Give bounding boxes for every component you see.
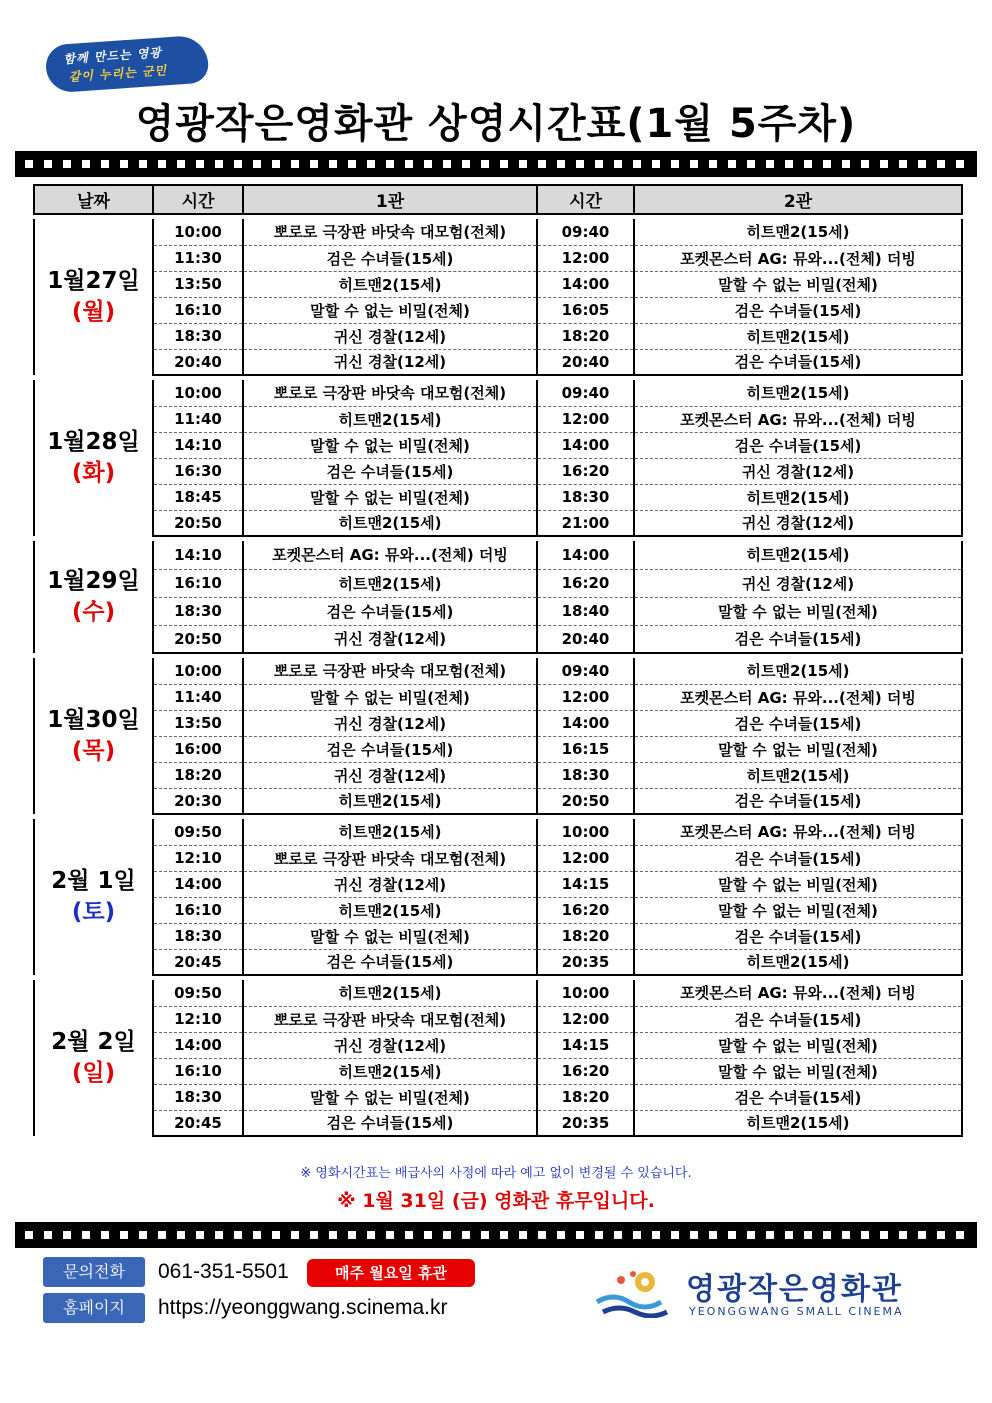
hall2-showtime: 14:00: [537, 271, 634, 297]
hall2-showtime: 18:20: [537, 323, 634, 349]
header-time-hall1: 시간: [153, 185, 243, 214]
hall2-movie: 말할 수 없는 비밀(전체): [634, 1032, 962, 1058]
day-date: 2월 2일: [51, 1029, 136, 1055]
showtime-row: [34, 297, 962, 323]
day-date: 1월30일: [47, 707, 140, 733]
hall2-showtime: 21:00: [537, 510, 634, 536]
hall2-showtime: 16:20: [537, 458, 634, 484]
hall1-showtime: 11:40: [153, 684, 243, 710]
hall2-showtime: 18:30: [537, 762, 634, 788]
hall2-movie: 히트맨2(15세): [634, 1110, 962, 1136]
schedule-header: [33, 184, 963, 215]
hall2-showtime: 10:00: [537, 819, 634, 845]
hall1-showtime: 16:10: [153, 897, 243, 923]
showtime-row: [34, 349, 962, 375]
day-date-cell: [34, 819, 153, 975]
hall2-showtime: 14:00: [537, 432, 634, 458]
hall1-showtime: 09:50: [153, 980, 243, 1006]
hall1-showtime: 11:40: [153, 406, 243, 432]
day-date: 1월27일: [47, 268, 140, 294]
hall1-movie: 귀신 경찰(12세): [243, 1032, 537, 1058]
day-blocks: [33, 219, 961, 1137]
hall2-movie: 말할 수 없는 비밀(전체): [634, 1058, 962, 1084]
hall2-movie: 히트맨2(15세): [634, 658, 962, 684]
hall1-movie: 뽀로로 극장판 바닷속 대모험(전체): [243, 219, 537, 245]
hall2-showtime: 12:00: [537, 406, 634, 432]
hall1-movie: 검은 수녀들(15세): [243, 949, 537, 975]
day-block: [33, 541, 963, 654]
hall2-showtime: 12:00: [537, 684, 634, 710]
homepage-link[interactable]: https://yeonggwang.scinema.kr: [158, 1296, 448, 1319]
hall2-movie: 검은 수녀들(15세): [634, 625, 962, 653]
showtime-row: [34, 510, 962, 536]
hall2-movie: 검은 수녀들(15세): [634, 1006, 962, 1032]
hall1-showtime: 18:30: [153, 923, 243, 949]
hall1-showtime: 10:00: [153, 380, 243, 406]
hall2-showtime: 14:15: [537, 871, 634, 897]
hall2-movie: 히트맨2(15세): [634, 219, 962, 245]
hall2-movie: 말할 수 없는 비밀(전체): [634, 736, 962, 762]
day-of-week: (화): [71, 460, 116, 486]
showtime-row: [34, 845, 962, 871]
hall1-showtime: 13:50: [153, 710, 243, 736]
homepage-label: 홈페이지: [43, 1293, 145, 1323]
day-date-cell: [34, 219, 153, 375]
hall2-showtime: 14:00: [537, 541, 634, 569]
showtime-row: [34, 949, 962, 975]
hall1-showtime: 14:10: [153, 432, 243, 458]
hall1-showtime: 20:45: [153, 949, 243, 975]
showtime-row: [34, 380, 962, 406]
showtime-row: [34, 684, 962, 710]
hall1-showtime: 18:30: [153, 597, 243, 625]
day-of-week: (토): [71, 899, 116, 925]
hall1-movie: 말할 수 없는 비밀(전체): [243, 432, 537, 458]
hall1-movie: 검은 수녀들(15세): [243, 245, 537, 271]
hall1-movie: 검은 수녀들(15세): [243, 597, 537, 625]
hall1-showtime: 18:45: [153, 484, 243, 510]
closed-day-badge: 매주 월요일 휴관: [307, 1259, 475, 1287]
hall2-showtime: 09:40: [537, 658, 634, 684]
phone-number[interactable]: 061-351-5501: [158, 1260, 289, 1283]
day-date: 1월29일: [47, 568, 140, 594]
showtime-row: [34, 710, 962, 736]
hall2-showtime: 12:00: [537, 1006, 634, 1032]
hall1-showtime: 10:00: [153, 658, 243, 684]
schedule-change-notice: ※ 영화시간표는 배급사의 사정에 따라 예고 없이 변경될 수 있습니다.: [300, 1166, 692, 1181]
hall2-movie: 말할 수 없는 비밀(전체): [634, 271, 962, 297]
hall1-movie: 귀신 경찰(12세): [243, 625, 537, 653]
showtime-row: [34, 819, 962, 845]
hall1-movie: 말할 수 없는 비밀(전체): [243, 484, 537, 510]
hall2-movie: 히트맨2(15세): [634, 323, 962, 349]
day-of-week: (수): [71, 599, 116, 625]
hall2-movie: 히트맨2(15세): [634, 762, 962, 788]
hall2-showtime: 16:05: [537, 297, 634, 323]
hall2-showtime: 20:40: [537, 349, 634, 375]
hall2-movie: 포켓몬스터 AG: 뮤와...(전체) 더빙: [634, 819, 962, 845]
showtime-row: [34, 245, 962, 271]
hall1-movie: 귀신 경찰(12세): [243, 349, 537, 375]
hall1-movie: 히트맨2(15세): [243, 897, 537, 923]
hall1-movie: 히트맨2(15세): [243, 980, 537, 1006]
day-of-week: (목): [71, 738, 116, 764]
hall2-showtime: 20:35: [537, 949, 634, 975]
header-date: 날짜: [34, 185, 153, 214]
hall2-movie: 히트맨2(15세): [634, 484, 962, 510]
hall2-showtime: 12:00: [537, 845, 634, 871]
hall1-showtime: 18:30: [153, 1084, 243, 1110]
hall2-movie: 말할 수 없는 비밀(전체): [634, 597, 962, 625]
day-of-week: (일): [71, 1060, 116, 1086]
hall1-movie: 검은 수녀들(15세): [243, 458, 537, 484]
showtime-row: [34, 406, 962, 432]
day-date: 1월28일: [47, 429, 140, 455]
hall2-movie: 말할 수 없는 비밀(전체): [634, 897, 962, 923]
day-of-week: (월): [71, 299, 116, 325]
header-hall2: 2관: [634, 185, 962, 214]
hall1-showtime: 16:10: [153, 569, 243, 597]
cinema-name-english: YEONGGWANG SMALL CINEMA: [689, 1305, 904, 1318]
header-time-hall2: 시간: [537, 185, 634, 214]
hall1-showtime: 16:30: [153, 458, 243, 484]
hall1-showtime: 16:00: [153, 736, 243, 762]
hall1-movie: 말할 수 없는 비밀(전체): [243, 923, 537, 949]
hall1-movie: 귀신 경찰(12세): [243, 871, 537, 897]
hall1-showtime: 20:40: [153, 349, 243, 375]
hall1-movie: 히트맨2(15세): [243, 819, 537, 845]
hall2-movie: 말할 수 없는 비밀(전체): [634, 871, 962, 897]
hall1-movie: 귀신 경찰(12세): [243, 710, 537, 736]
showtime-row: [34, 569, 962, 597]
showtime-row: [34, 597, 962, 625]
hall1-showtime: 14:00: [153, 1032, 243, 1058]
hall1-showtime: 10:00: [153, 219, 243, 245]
hall1-showtime: 16:10: [153, 297, 243, 323]
showtime-row: [34, 897, 962, 923]
day-date-cell: [34, 658, 153, 814]
hall2-movie: 귀신 경찰(12세): [634, 458, 962, 484]
day-block: [33, 380, 963, 537]
hall1-movie: 귀신 경찰(12세): [243, 762, 537, 788]
hall2-movie: 포켓몬스터 AG: 뮤와...(전체) 더빙: [634, 980, 962, 1006]
hall1-movie: 귀신 경찰(12세): [243, 323, 537, 349]
showtime-row: [34, 1032, 962, 1058]
day-date-cell: [34, 541, 153, 653]
hall1-showtime: 12:10: [153, 1006, 243, 1032]
hall2-showtime: 16:15: [537, 736, 634, 762]
hall2-movie: 히트맨2(15세): [634, 949, 962, 975]
hall1-showtime: 14:00: [153, 871, 243, 897]
hall1-showtime: 12:10: [153, 845, 243, 871]
cinema-name-korean: 영광작은영화관: [686, 1272, 903, 1307]
hall2-showtime: 20:35: [537, 1110, 634, 1136]
day-block: [33, 819, 963, 976]
film-strip-bottom: [15, 1222, 977, 1248]
hall2-showtime: 09:40: [537, 219, 634, 245]
day-block: [33, 219, 963, 376]
hall2-movie: 히트맨2(15세): [634, 541, 962, 569]
hall2-movie: 포켓몬스터 AG: 뮤와...(전체) 더빙: [634, 406, 962, 432]
showtime-row: [34, 484, 962, 510]
hall2-showtime: 20:50: [537, 788, 634, 814]
schedule-table: [33, 184, 961, 1137]
hall2-movie: 히트맨2(15세): [634, 380, 962, 406]
hall1-showtime: 18:20: [153, 762, 243, 788]
hall2-movie: 검은 수녀들(15세): [634, 845, 962, 871]
hall2-showtime: 12:00: [537, 245, 634, 271]
slogan-logo: [45, 34, 210, 93]
hall1-movie: 히트맨2(15세): [243, 569, 537, 597]
hall2-movie: 귀신 경찰(12세): [634, 569, 962, 597]
hall2-movie: 검은 수녀들(15세): [634, 710, 962, 736]
showtime-row: [34, 762, 962, 788]
hall1-movie: 뽀로로 극장판 바닷속 대모험(전체): [243, 845, 537, 871]
showtime-row: [34, 788, 962, 814]
hall1-movie: 말할 수 없는 비밀(전체): [243, 297, 537, 323]
hall2-movie: 검은 수녀들(15세): [634, 432, 962, 458]
hall1-movie: 뽀로로 극장판 바닷속 대모험(전체): [243, 1006, 537, 1032]
closure-notice: ※ 1월 31일 (금) 영화관 휴무입니다.: [337, 1190, 655, 1212]
showtime-row: [34, 625, 962, 653]
hall2-showtime: 16:20: [537, 897, 634, 923]
day-block: [33, 658, 963, 815]
hall1-showtime: 18:30: [153, 323, 243, 349]
hall2-showtime: 16:20: [537, 1058, 634, 1084]
hall1-showtime: 20:50: [153, 625, 243, 653]
header-hall1: 1관: [243, 185, 537, 214]
hall1-showtime: 20:50: [153, 510, 243, 536]
hall1-movie: 히트맨2(15세): [243, 788, 537, 814]
hall1-movie: 뽀로로 극장판 바닷속 대모험(전체): [243, 658, 537, 684]
hall1-movie: 히트맨2(15세): [243, 1058, 537, 1084]
hall2-showtime: 18:20: [537, 923, 634, 949]
hall1-movie: 히트맨2(15세): [243, 271, 537, 297]
showtime-row: [34, 541, 962, 569]
showtime-row: [34, 271, 962, 297]
page-title: 영광작은영화관 상영시간표(1월 5주차): [135, 101, 857, 147]
hall1-movie: 포켓몬스터 AG: 뮤와...(전체) 더빙: [243, 541, 537, 569]
hall2-showtime: 20:40: [537, 625, 634, 653]
slogan-line1: 함께 만드는 영광: [63, 45, 163, 67]
day-date-cell: [34, 380, 153, 536]
hall1-showtime: 20:45: [153, 1110, 243, 1136]
hall1-movie: 말할 수 없는 비밀(전체): [243, 1084, 537, 1110]
hall2-showtime: 18:30: [537, 484, 634, 510]
showtime-row: [34, 980, 962, 1006]
showtime-row: [34, 871, 962, 897]
showtime-row: [34, 658, 962, 684]
showtime-row: [34, 323, 962, 349]
showtime-row: [34, 458, 962, 484]
phone-label: 문의전화: [43, 1257, 145, 1287]
hall1-showtime: 20:30: [153, 788, 243, 814]
hall1-showtime: 09:50: [153, 819, 243, 845]
hall1-movie: 말할 수 없는 비밀(전체): [243, 684, 537, 710]
hall2-showtime: 16:20: [537, 569, 634, 597]
showtime-row: [34, 1058, 962, 1084]
hall2-movie: 검은 수녀들(15세): [634, 297, 962, 323]
hall2-showtime: 18:20: [537, 1084, 634, 1110]
showtime-row: [34, 219, 962, 245]
hall2-movie: 검은 수녀들(15세): [634, 923, 962, 949]
hall1-movie: 검은 수녀들(15세): [243, 1110, 537, 1136]
showtime-row: [34, 432, 962, 458]
hall2-movie: 검은 수녀들(15세): [634, 1084, 962, 1110]
day-date: 2월 1일: [51, 868, 136, 894]
day-block: [33, 980, 963, 1137]
hall2-movie: 포켓몬스터 AG: 뮤와...(전체) 더빙: [634, 245, 962, 271]
hall1-showtime: 11:30: [153, 245, 243, 271]
hall2-movie: 귀신 경찰(12세): [634, 510, 962, 536]
hall1-movie: 뽀로로 극장판 바닷속 대모험(전체): [243, 380, 537, 406]
hall1-showtime: 16:10: [153, 1058, 243, 1084]
showtime-row: [34, 1006, 962, 1032]
showtime-row: [34, 1084, 962, 1110]
cinema-logo-icon: [593, 1268, 673, 1318]
hall1-movie: 히트맨2(15세): [243, 510, 537, 536]
showtime-row: [34, 1110, 962, 1136]
hall2-movie: 검은 수녀들(15세): [634, 349, 962, 375]
hall2-showtime: 14:15: [537, 1032, 634, 1058]
hall2-showtime: 18:40: [537, 597, 634, 625]
hall2-showtime: 09:40: [537, 380, 634, 406]
hall2-showtime: 14:00: [537, 710, 634, 736]
hall1-showtime: 13:50: [153, 271, 243, 297]
showtime-row: [34, 736, 962, 762]
hall1-movie: 검은 수녀들(15세): [243, 736, 537, 762]
showtime-row: [34, 923, 962, 949]
film-strip-top: [15, 151, 977, 177]
slogan-line2: 같이 누리는 군민: [68, 63, 168, 85]
hall2-movie: 포켓몬스터 AG: 뮤와...(전체) 더빙: [634, 684, 962, 710]
day-date-cell: [34, 980, 153, 1136]
hall1-showtime: 14:10: [153, 541, 243, 569]
hall2-movie: 검은 수녀들(15세): [634, 788, 962, 814]
hall2-showtime: 10:00: [537, 980, 634, 1006]
hall1-movie: 히트맨2(15세): [243, 406, 537, 432]
